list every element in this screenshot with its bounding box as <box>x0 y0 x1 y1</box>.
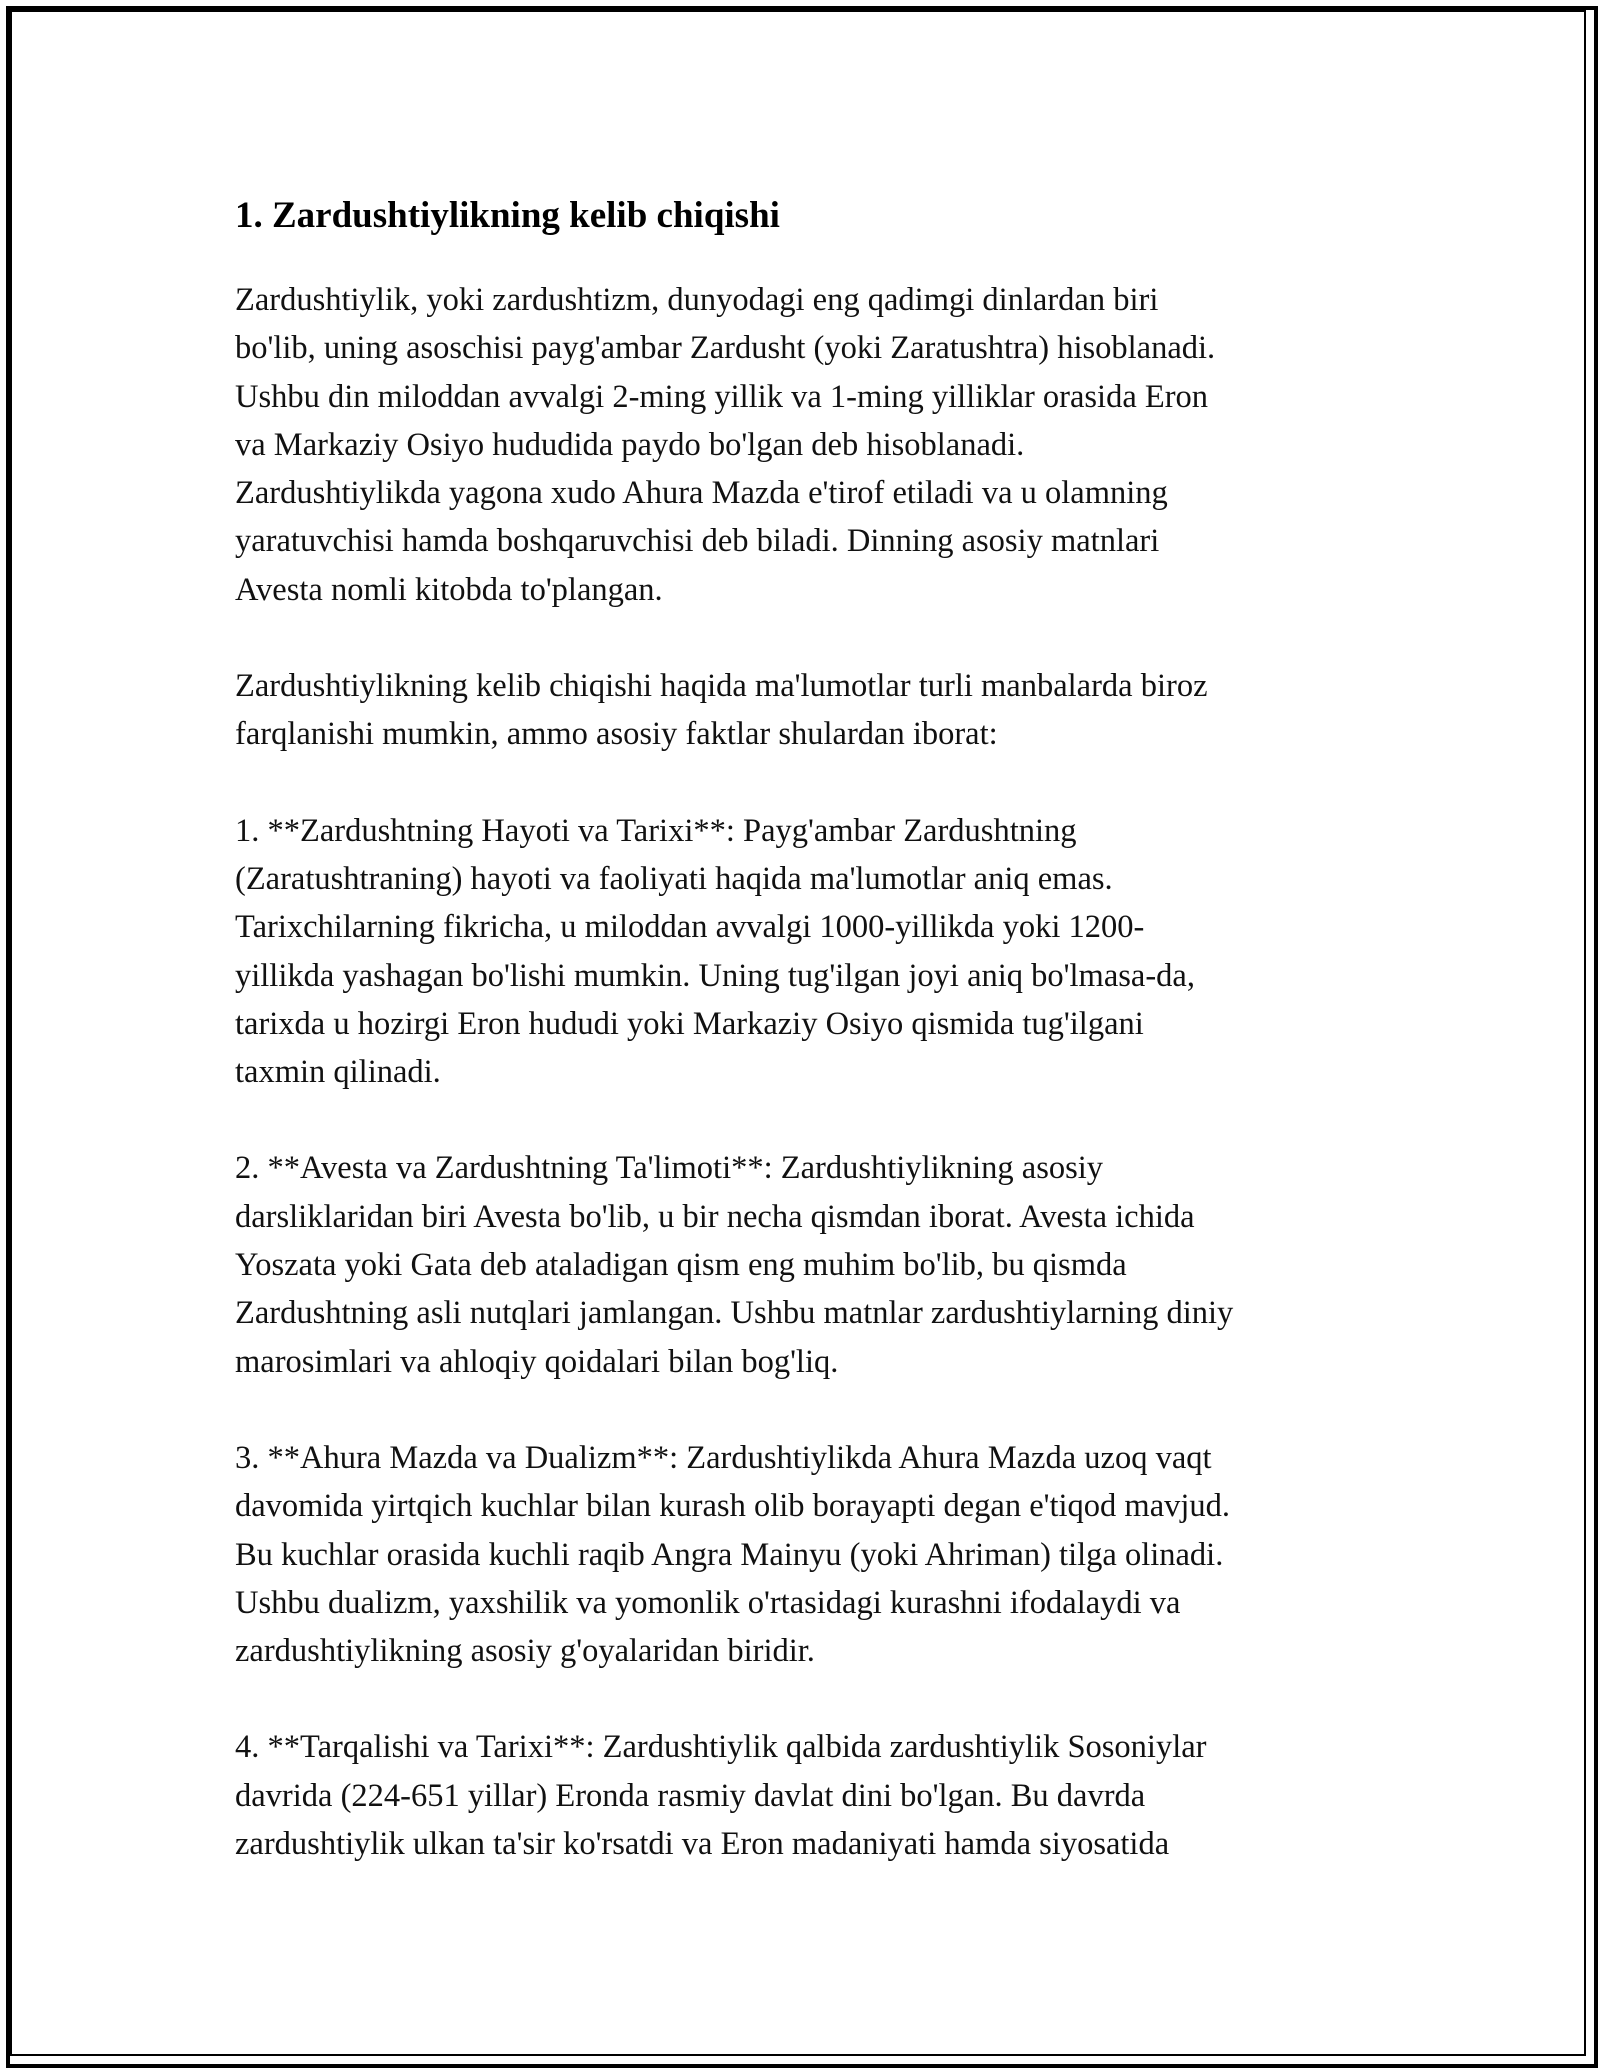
list-item-dualism: 3. **Ahura Mazda va Dualizm**: Zardushtiylikda Ahura Mazda uzoq vaqt davomida yirtqich kuchlar bilan kurash olib borayapti degan e'tiqod mavjud. Bu kuchlar orasida kuchli raqib Angra Mainyu (yoki Ahriman) tilga olinadi. Ushbu dualizm, yaxshilik va yomonlik o'rtasidagi kurashni ifodalaydi va zardushtiylikning asosiy g'oyalaridan biridir. <box>235 1439 1231 1670</box>
document-body <box>235 190 1375 1916</box>
paragraph-intro: Zardushtiylik, yoki zardushtizm, dunyodagi eng qadimgi dinlardan biri bo'lib, uning asoschisi payg'ambar Zardusht (yoki Zaratushtra) hisoblanadi. Ushbu din miloddan avvalgi 2-ming yillik va 1-ming yilliklar orasida Eron va Markaziy Osiyo hududida paydo bo'lgan deb hisoblanadi. Zardushtiylikda yagona xudo Ahura Mazda e'tirof etiladi va u olamning yaratuvchisi hamda boshqaruvchisi deb biladi. Dinning asosiy matnlari Avesta nomli kitobda to'plangan. <box>235 282 1216 608</box>
list-item-zardusht-life: 1. **Zardushtning Hayoti va Tarixi**: Payg'ambar Zardushtning (Zaratushtraning) hayoti va faoliyati haqida ma'lumotlar aniq emas. Tarixchilarning fikricha, u miloddan avvalgi 1000-yillikda yoki 1200- yillikda yashagan bo'lishi mumkin. Uning tug'ilgan joyi aniq bo'lmasa-da, tarixda u hozirgi Eron hududi yoki Markaziy Osiyo qismida tug'ilgani taxmin qilinadi. <box>235 812 1195 1091</box>
list-item-avesta: 2. **Avesta va Zardushtning Ta'limoti**: Zardushtiylikning asosiy darsliklaridan biri Avesta bo'lib, u bir necha qismdan iborat. Avesta ichida Yoszata yoki Gata deb ataladigan qism eng muhim bo'lib, bu qismda Zardushtning asli nutqlari jamlangan. Ushbu matnlar zardushtiylarning diniy marosimlari va ahloqiy qoidalari bilan bog'liq. <box>235 1150 1234 1380</box>
paragraph-origin-summary: Zardushtiylikning kelib chiqishi haqida ma'lumotlar turli manbalarda biroz farqlanishi mumkin, ammo asosiy faktlar shulardan iborat: <box>235 668 1208 753</box>
list-item-spread-history: 4. **Tarqalishi va Tarixi**: Zardushtiylik qalbida zardushtiylik Sosoniylar davrida (224-651 yillar) Eronda rasmiy davlat dini bo'lgan. Bu davrda zardushtiylik ulkan ta'sir ko'rsatdi va Eron madaniyati hamda siyosatida <box>235 1729 1207 1863</box>
section-heading: 1. Zardushtiylikning kelib chiqishi <box>235 195 780 236</box>
